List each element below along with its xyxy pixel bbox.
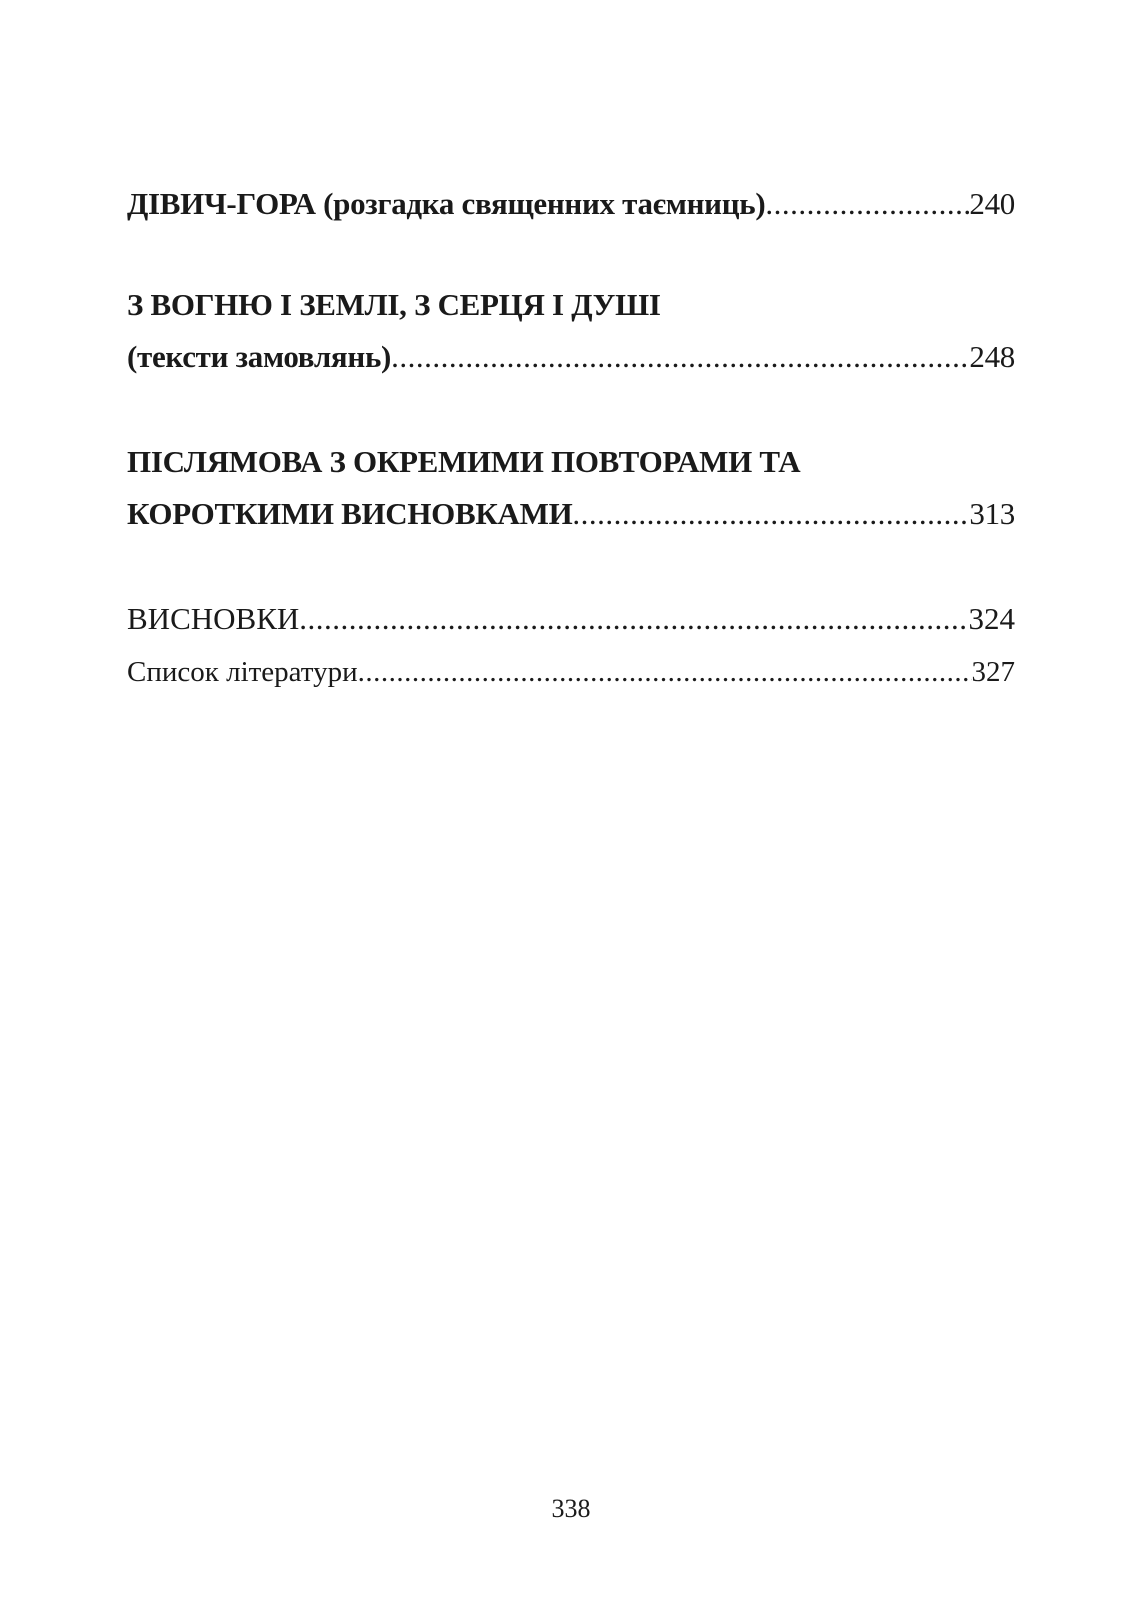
- toc-entry-z-vohniu: [127, 287, 1015, 375]
- toc-line: [127, 186, 1015, 222]
- page-number-footer: 338: [551, 1494, 591, 1523]
- toc-entry-title-line2: КОРОТКИМИ ВИСНОВКАМИ: [127, 496, 573, 531]
- toc-line: [127, 496, 1015, 532]
- toc-entry-vysnovky: [127, 601, 1015, 637]
- toc-entry-title-line1: ПІСЛЯМОВА З ОКРЕМИМИ ПОВТОРАМИ ТА: [127, 444, 801, 479]
- dot-leader: [765, 186, 969, 222]
- toc-line: [127, 656, 1015, 689]
- toc-entry-references: [127, 656, 1015, 689]
- dot-leader: [299, 601, 968, 637]
- toc-page-number: 324: [968, 601, 1015, 636]
- toc-page-number: 248: [969, 339, 1015, 374]
- toc-page-number: 240: [969, 186, 1015, 221]
- toc-line: [127, 601, 1015, 637]
- toc-line: [127, 339, 1015, 375]
- toc-page-number: 327: [971, 656, 1015, 688]
- dot-leader: [391, 339, 969, 375]
- toc-entry-title: ДІВИЧ-ГОРА (розгадка священних таємниць): [127, 186, 766, 221]
- toc-entry-divych-hora: [127, 186, 1015, 222]
- toc-entry-title: Список літератури: [127, 656, 358, 688]
- dot-leader: [358, 656, 972, 689]
- dot-leader: [572, 496, 969, 532]
- toc-page-number: 313: [969, 496, 1015, 531]
- toc-entry-pisliamova: [127, 444, 1015, 532]
- toc-entry-title-line1: З ВОГНЮ І ЗЕМЛІ, З СЕРЦЯ І ДУШІ: [127, 287, 661, 322]
- toc-entry-title: ВИСНОВКИ: [127, 601, 300, 636]
- toc-entry-title-line2: (тексти замовлянь): [127, 339, 392, 374]
